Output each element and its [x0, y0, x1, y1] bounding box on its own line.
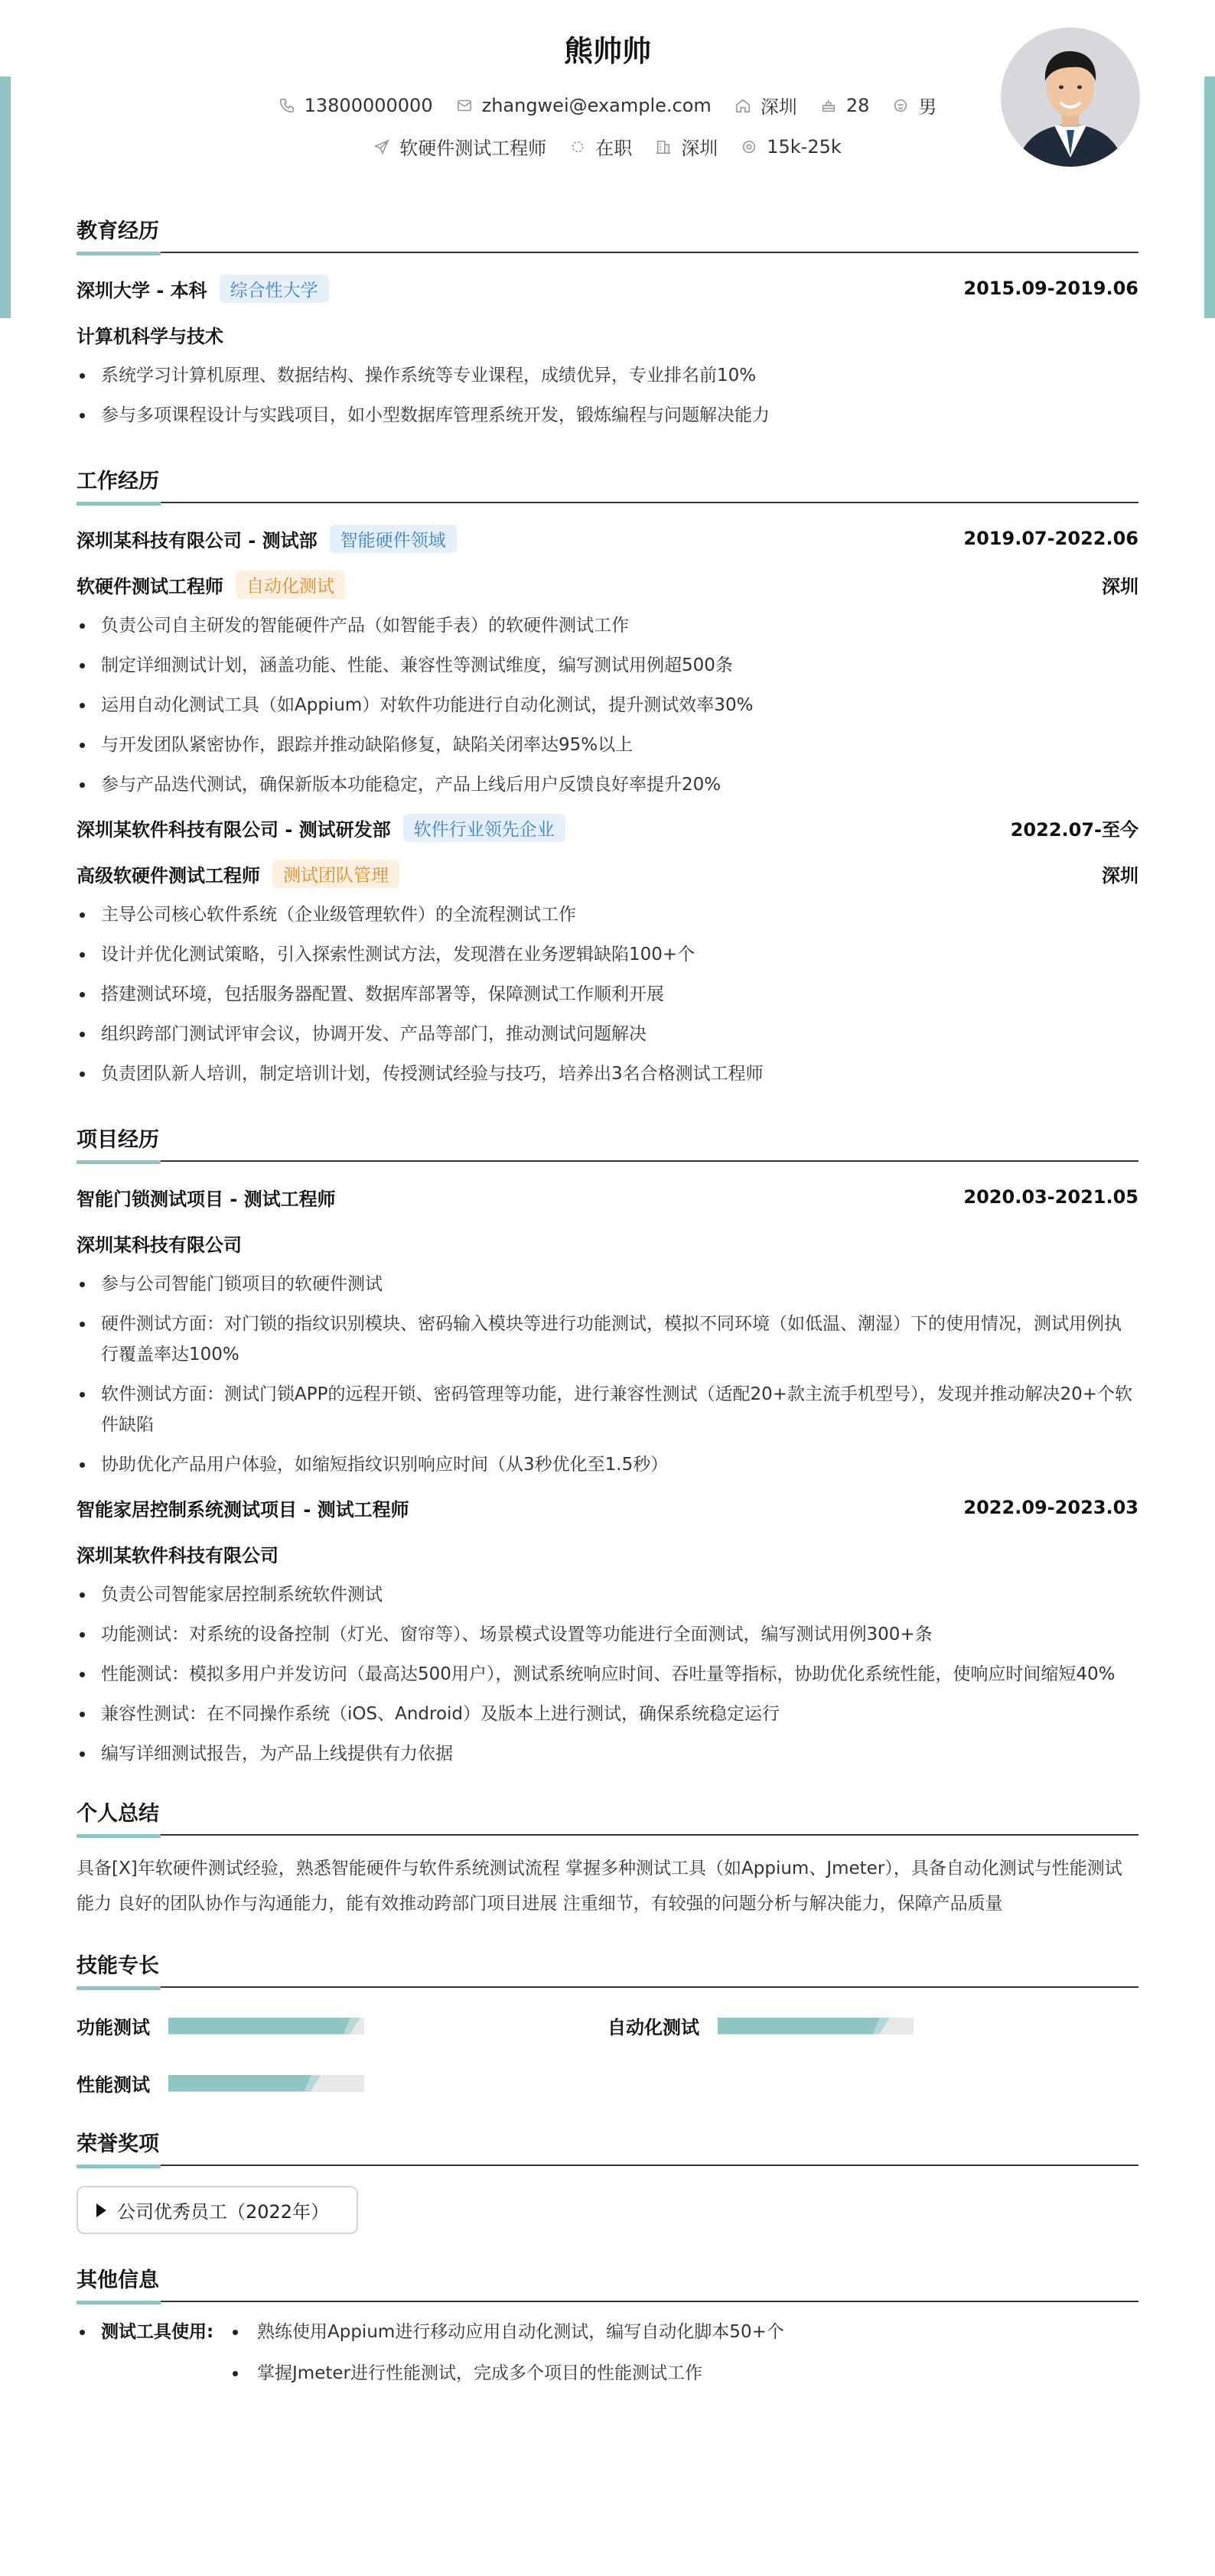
list-item: 组织跨部门测试评审会议，协调开发、产品等部门，推动测试问题解决	[77, 1019, 1138, 1049]
job-title-text: 软硬件测试工程师	[399, 138, 547, 159]
skill-fill	[168, 2075, 321, 2092]
skill-fill	[718, 2018, 890, 2034]
list-item: 设计并优化测试策略，引入探索性测试方法，发现潜在业务逻辑缺陷100+个	[77, 939, 1138, 970]
status-info	[569, 133, 632, 160]
list-item: 软件测试方面：测试门锁APP的远程开锁、密码管理等功能，进行兼容性测试（适配20+款主流手机型号），发现并推动解决20+个软件缺陷	[77, 1379, 1138, 1440]
role-name: 高级软硬件测试工程师	[77, 864, 260, 886]
projects-title: 项目经历	[77, 1123, 1138, 1162]
list-item: 硬件测试方面：对门锁的指纹识别模块、密码输入模块等进行功能测试，模拟不同环境（如低温、潮湿）下的使用情况，测试用例执行覆盖率达100%	[77, 1309, 1138, 1370]
work-section	[77, 464, 1138, 1089]
skill-item	[77, 2070, 608, 2096]
company-name: 深圳某科技有限公司 - 测试部	[77, 529, 318, 551]
city-text: 深圳	[760, 96, 797, 118]
list-item: 兼容性测试：在不同操作系统（iOS、Android）及版本上进行测试，确保系统稳定运行	[77, 1699, 1138, 1729]
summary-text: 具备[X]年软硬件测试经验，熟悉智能硬件与软件系统测试流程 掌握多种测试工具（如Appium、Jmeter），具备自动化测试与性能测试能力 良好的团队协作与沟通能力，能有效推动跨部门项目进展 注重细节，有较强的问题分析与解决能力，保障产品质量	[77, 1859, 1122, 1914]
avatar	[1001, 28, 1140, 167]
status-text: 在职	[595, 138, 633, 159]
work-date: 2019.07-2022.06	[963, 528, 1138, 549]
awards-section	[77, 2127, 1138, 2234]
list-item: 负责团队新人培训，制定培训计划，传授测试经验与技巧，培养出3名合格测试工程师	[77, 1059, 1138, 1089]
other-section	[77, 2263, 1138, 2394]
gender-info	[892, 92, 936, 119]
list-item: 功能测试：对系统的设备控制（灯光、窗帘等）、场景模式设置等功能进行全面测试，编写测试用例300+条	[77, 1619, 1138, 1650]
list-item: 编写详细测试报告，为产品上线提供有力依据	[77, 1738, 1138, 1769]
education-section	[77, 214, 1138, 431]
project-company: 深圳某科技有限公司	[77, 1234, 242, 1256]
skills-section	[77, 1949, 1138, 2096]
work-location: 深圳	[1102, 864, 1138, 886]
target-city-info	[655, 133, 718, 160]
other-label: 测试工具使用:	[77, 2311, 230, 2353]
skills-title: 技能专长	[77, 1949, 1138, 1988]
send-icon	[373, 138, 390, 155]
projects-section	[77, 1123, 1138, 1769]
work-entry	[77, 523, 1138, 800]
list-item: 参与产品迭代测试，确保新版本功能稳定，产品上线后用户反馈良好率提升20%	[77, 769, 1138, 800]
city-info	[735, 92, 797, 119]
target-city-text: 深圳	[681, 138, 718, 159]
gender-icon	[892, 97, 909, 114]
work-date: 2022.07-至今	[1010, 818, 1138, 841]
company-tag: 智能硬件领域	[330, 525, 457, 553]
list-item: 与开发团队紧密协作，跟踪并推动缺陷修复，缺陷关闭率达95%以上	[77, 730, 1138, 760]
major-name: 计算机科学与技术	[77, 325, 223, 347]
list-item: 制定详细测试计划，涵盖功能、性能、兼容性等测试维度，编写测试用例超500条	[77, 650, 1138, 681]
education-major-row	[77, 319, 1138, 350]
awards-title: 荣誉奖项	[77, 2127, 1138, 2166]
award-item[interactable]	[77, 2186, 358, 2234]
skill-name: 性能测试	[77, 2074, 150, 2096]
role-tag: 自动化测试	[236, 571, 345, 599]
building-icon	[655, 138, 672, 155]
project-entry	[77, 1492, 1138, 1769]
age-info	[820, 95, 870, 116]
phone-text: 13800000000	[304, 94, 433, 116]
list-item: 参与公司智能门锁项目的软硬件测试	[77, 1269, 1138, 1299]
age-icon	[820, 97, 837, 114]
job-row	[77, 133, 1138, 160]
list-item: 熟练使用Appium进行移动应用自动化测试，编写自动化脚本50+个	[230, 2311, 784, 2353]
list-item: 主导公司核心软件系统（企业级管理软件）的全流程测试工作	[77, 899, 1138, 930]
candidate-name: 熊帅帅	[563, 34, 651, 68]
skill-name: 自动化测试	[608, 2017, 699, 2038]
summary-title: 个人总结	[77, 1797, 1138, 1836]
list-item: 系统学习计算机原理、数据结构、操作系统等专业课程，成绩优异，专业排名前10%	[77, 360, 1138, 391]
project-date: 2020.03-2021.05	[963, 1186, 1138, 1208]
project-entry	[77, 1182, 1138, 1480]
education-bullets	[77, 360, 1138, 431]
education-title: 教育经历	[77, 214, 1138, 253]
summary-section	[77, 1797, 1138, 1921]
phone-info	[279, 95, 433, 116]
work-title: 工作经历	[77, 464, 1138, 503]
list-item: 参与多项课程设计与实践项目，如小型数据库管理系统开发，锻炼编程与问题解决能力	[77, 400, 1138, 431]
salary-icon	[741, 138, 757, 155]
school-tag: 综合性大学	[220, 275, 329, 303]
list-item: 负责公司智能家居控制系统软件测试	[77, 1579, 1138, 1610]
skill-name: 功能测试	[77, 2017, 150, 2038]
project-date: 2022.09-2023.03	[963, 1497, 1138, 1518]
salary-text: 15k-25k	[767, 135, 842, 158]
education-date: 2015.09-2019.06	[963, 278, 1138, 299]
phone-icon	[279, 97, 295, 114]
project-name: 智能家居控制系统测试项目 - 测试工程师	[77, 1498, 409, 1521]
mail-icon	[456, 97, 473, 114]
other-row	[77, 2311, 1138, 2394]
age-text: 28	[845, 94, 870, 116]
school-name: 深圳大学 - 本科	[77, 279, 207, 301]
resume-header	[77, 0, 1138, 199]
award-text: 公司优秀员工（2022年）	[117, 2201, 330, 2223]
status-icon	[569, 138, 586, 155]
project-company: 深圳某软件科技有限公司	[77, 1544, 279, 1566]
email-info	[456, 95, 712, 116]
company-name: 深圳某软件科技有限公司 - 测试研发部	[77, 818, 391, 841]
other-title: 其他信息	[77, 2263, 1138, 2302]
list-item: 运用自动化测试工具（如Appium）对软件功能进行自动化测试，提升测试效率30%	[77, 690, 1138, 720]
skill-bar	[168, 2018, 364, 2034]
role-name: 软硬件测试工程师	[77, 575, 223, 597]
skill-bar	[168, 2075, 364, 2092]
list-item: 掌握Jmeter进行性能测试，完成多个项目的性能测试工作	[230, 2353, 784, 2394]
list-item: 负责公司自主研发的智能硬件产品（如智能手表）的软硬件测试工作	[77, 610, 1138, 641]
project-name: 智能门锁测试项目 - 测试工程师	[77, 1188, 336, 1210]
contact-row	[77, 92, 1138, 119]
skill-fill	[168, 2018, 360, 2034]
work-entry	[77, 812, 1138, 1089]
company-tag: 软件行业领先企业	[403, 814, 565, 842]
education-head	[77, 273, 1138, 304]
salary-info	[741, 136, 842, 158]
list-item: 搭建测试环境，包括服务器配置、数据库部署等，保障测试工作顺利开展	[77, 979, 1138, 1010]
list-item: 协助优化产品用户体验，如缩短指纹识别响应时间（从3秒优化至1.5秒）	[77, 1449, 1138, 1480]
skill-item	[77, 2012, 608, 2039]
skill-bar	[718, 2018, 914, 2034]
list-item: 性能测试：模拟多用户并发访问（最高达500用户），测试系统响应时间、吞吐量等指标，协助优化系统性能，使响应时间缩短40%	[77, 1659, 1138, 1690]
home-icon	[735, 97, 751, 114]
email-text: zhangwei@example.com	[481, 94, 712, 116]
work-location: 深圳	[1102, 575, 1138, 597]
role-tag: 测试团队管理	[272, 860, 399, 888]
play-triangle-icon	[96, 2204, 106, 2217]
skill-item	[608, 2012, 1138, 2039]
gender-text: 男	[918, 96, 937, 118]
job-title-info	[373, 133, 546, 160]
